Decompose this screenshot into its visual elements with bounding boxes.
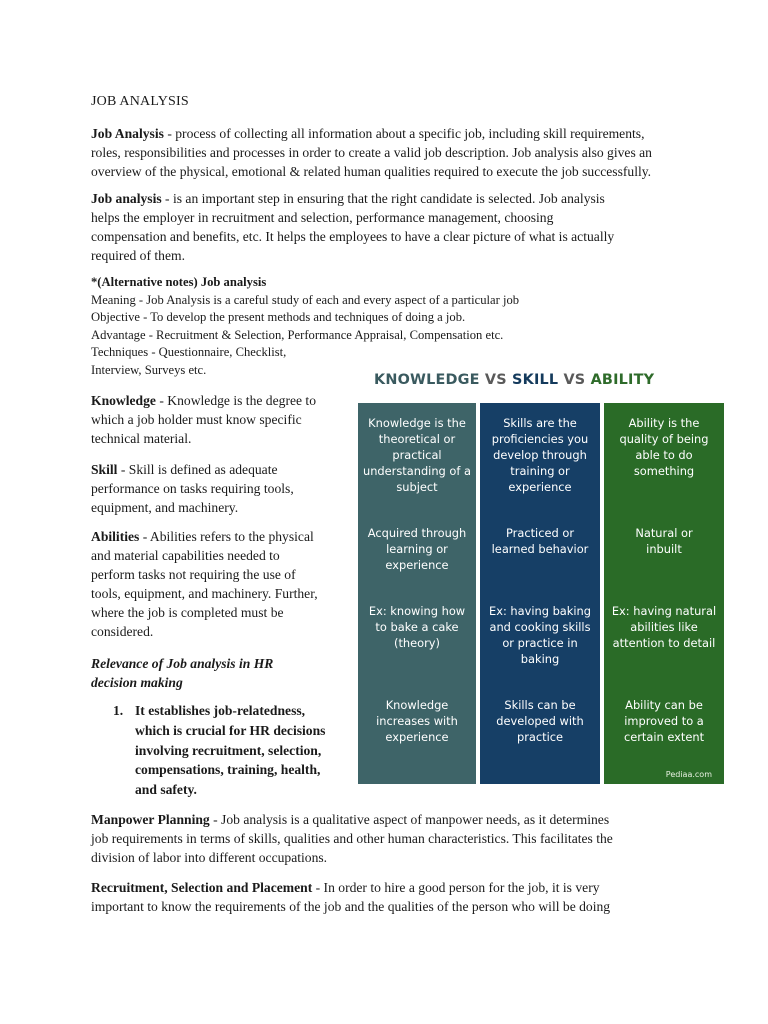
infographic-cell bbox=[604, 697, 724, 745]
text-line: division of labor into different occupations. bbox=[91, 850, 328, 865]
cell-line: improved to a bbox=[624, 714, 704, 728]
text-line: - Skill is defined as adequate bbox=[117, 462, 278, 477]
cell-line: something bbox=[633, 464, 695, 478]
cell-line: Knowledge bbox=[385, 698, 449, 712]
text-line: - Knowledge is the degree to bbox=[155, 393, 317, 408]
cell-line: to bake a cake bbox=[375, 620, 459, 634]
cell-line: Skills can be bbox=[504, 698, 576, 712]
text-line: helps the employer in recruitment and selection, performance management, choosing bbox=[91, 210, 554, 225]
text-line: - In order to hire a good person for the job, it is very bbox=[312, 880, 600, 895]
cell-line: practice bbox=[516, 730, 564, 744]
cell-line: Ex: knowing how bbox=[368, 604, 466, 618]
cell-line: Ability is the bbox=[628, 416, 700, 430]
text-line: which a job holder must know specific bbox=[91, 412, 302, 427]
column-knowledge bbox=[358, 403, 476, 784]
text-line: job requirements in terms of skills, qualities and other human characteristics. This facilitates the bbox=[91, 831, 613, 846]
text-line: and material capabilities needed to bbox=[91, 548, 280, 563]
infographic-cell bbox=[358, 415, 476, 495]
cell-line: develop through bbox=[493, 448, 587, 462]
title-part: KNOWLEDGE bbox=[374, 372, 480, 388]
column-skill bbox=[480, 403, 600, 784]
column-ability bbox=[604, 403, 724, 784]
infographic-cell bbox=[604, 415, 724, 479]
infographic-cell bbox=[604, 603, 724, 651]
text-line: performance on tasks requiring tools, bbox=[91, 481, 294, 496]
cell-line: inbuilt bbox=[646, 542, 682, 556]
notes-line: Meaning - Job Analysis is a careful study of each and every aspect of a particular job bbox=[91, 292, 520, 307]
cell-line: theoretical or bbox=[378, 432, 456, 446]
text-line: equipment, and machinery. bbox=[91, 500, 239, 515]
notes-heading: *(Alternative notes) Job analysis bbox=[91, 275, 267, 289]
text-line: perform tasks not requiring the use of bbox=[91, 567, 296, 582]
cell-line: increases with bbox=[376, 714, 458, 728]
term-label: Recruitment, Selection and Placement bbox=[91, 880, 313, 895]
relevance-heading bbox=[91, 654, 353, 692]
infographic-cell bbox=[604, 525, 724, 557]
source-credit: Pediaa.com bbox=[665, 770, 712, 779]
cell-line: (theory) bbox=[394, 636, 440, 650]
cell-line: able to do bbox=[635, 448, 693, 462]
knowledge-skill-ability-infographic bbox=[358, 368, 724, 784]
cell-line: experience bbox=[385, 558, 449, 572]
title-part: VS bbox=[558, 372, 591, 388]
infographic-title bbox=[374, 372, 714, 388]
term-label: Skill bbox=[91, 462, 118, 477]
job-analysis-definition bbox=[91, 124, 681, 181]
text-line: considered. bbox=[91, 624, 154, 639]
cell-line: Practiced or bbox=[506, 526, 574, 540]
cell-line: experience bbox=[385, 730, 449, 744]
cell-line: abilities like bbox=[630, 620, 698, 634]
title-part: ABILITY bbox=[590, 372, 655, 388]
cell-line: Natural or bbox=[635, 526, 693, 540]
infographic-cell bbox=[480, 525, 600, 557]
list-line: It establishes job-relatedness, bbox=[135, 703, 306, 718]
infographic-columns bbox=[358, 403, 724, 784]
heading-line: Relevance of Job analysis in HR bbox=[91, 656, 274, 671]
text-line: where the job is completed must be bbox=[91, 605, 284, 620]
cell-line: attention to detail bbox=[612, 636, 716, 650]
cell-line: subject bbox=[396, 480, 438, 494]
skill-definition bbox=[91, 460, 353, 517]
title-part: VS bbox=[479, 372, 513, 388]
text-line: required of them. bbox=[91, 248, 185, 263]
cell-line: Ex: having natural bbox=[611, 604, 717, 618]
list-line: and safety. bbox=[135, 782, 197, 798]
infographic-cell bbox=[480, 697, 600, 745]
title-part: SKILL bbox=[512, 372, 559, 388]
text-line: - is an important step in ensuring that the right candidate is selected. Job analysis bbox=[161, 191, 605, 206]
cell-line: quality of being bbox=[619, 432, 709, 446]
cell-line: Knowledge is the bbox=[368, 416, 466, 430]
cell-line: proficiencies you bbox=[491, 432, 589, 446]
notes-line: Advantage - Recruitment & Selection, Performance Appraisal, Compensation etc. bbox=[91, 327, 504, 342]
cell-line: Ability can be bbox=[625, 698, 703, 712]
term-label: Abilities bbox=[91, 529, 140, 544]
cell-line: practical bbox=[392, 448, 442, 462]
term-label: Job analysis bbox=[91, 191, 162, 206]
infographic-cell bbox=[480, 603, 600, 667]
recruitment-selection-placement bbox=[91, 878, 681, 916]
text-line: important to know the requirements of the job and the qualities of the person who will be doing bbox=[91, 899, 611, 914]
text-line: overview of the physical, emotional & related human qualities required to execute the job successfully. bbox=[91, 164, 652, 179]
cell-line: learning or bbox=[386, 542, 448, 556]
cell-line: learned behavior bbox=[491, 542, 589, 556]
cell-line: baking bbox=[520, 652, 560, 666]
cell-line: developed with bbox=[496, 714, 584, 728]
page-title: JOB ANALYSIS bbox=[91, 94, 189, 109]
list-text bbox=[135, 701, 353, 800]
text-line: compensation and benefits, etc. It helps the employees to have a clear picture of what is actually bbox=[91, 229, 615, 244]
cell-line: training or bbox=[510, 464, 570, 478]
heading-line: decision making bbox=[91, 675, 183, 690]
cell-line: and cooking skills bbox=[489, 620, 591, 634]
cell-line: or practice in bbox=[502, 636, 578, 650]
infographic-cell bbox=[480, 415, 600, 495]
infographic-cell bbox=[358, 603, 476, 651]
term-label: Job Analysis bbox=[91, 126, 164, 141]
knowledge-definition bbox=[91, 391, 353, 448]
notes-line: Interview, Surveys etc. bbox=[91, 362, 207, 377]
manpower-planning bbox=[91, 810, 681, 867]
list-line: compensations, training, health, bbox=[135, 762, 321, 778]
text-line: - Abilities refers to the physical bbox=[139, 529, 314, 544]
alternative-notes bbox=[91, 274, 519, 379]
term-label: Manpower Planning bbox=[91, 812, 210, 827]
cell-line: Acquired through bbox=[367, 526, 467, 540]
cell-line: Skills are the bbox=[503, 416, 577, 430]
cell-line: experience bbox=[508, 480, 572, 494]
infographic-cell bbox=[358, 525, 476, 573]
cell-line: certain extent bbox=[623, 730, 705, 744]
term-label: Knowledge bbox=[91, 393, 156, 408]
text-line: - process of collecting all information about a specific job, including skill requirements, bbox=[163, 126, 645, 141]
job-analysis-importance bbox=[91, 189, 681, 265]
notes-line: Techniques - Questionnaire, Checklist, bbox=[91, 345, 287, 359]
text-line: roles, responsibilities and processes in order to create a valid job description. Job analysis also gives an bbox=[91, 145, 652, 160]
list-line: which is crucial for HR decisions bbox=[135, 722, 326, 738]
cell-line: Ex: having baking bbox=[489, 604, 591, 618]
text-line: tools, equipment, and machinery. Further, bbox=[91, 586, 318, 601]
cell-line: understanding of a bbox=[362, 464, 471, 478]
list-number: 1. bbox=[113, 703, 124, 718]
list-line: involving recruitment, selection, bbox=[135, 742, 322, 758]
text-line: technical material. bbox=[91, 431, 192, 446]
text-line: - Job analysis is a qualitative aspect of manpower needs, as it determines bbox=[209, 812, 610, 827]
abilities-definition bbox=[91, 527, 353, 641]
infographic-cell bbox=[358, 697, 476, 745]
notes-line: Objective - To develop the present methods and techniques of doing a job. bbox=[91, 310, 466, 324]
